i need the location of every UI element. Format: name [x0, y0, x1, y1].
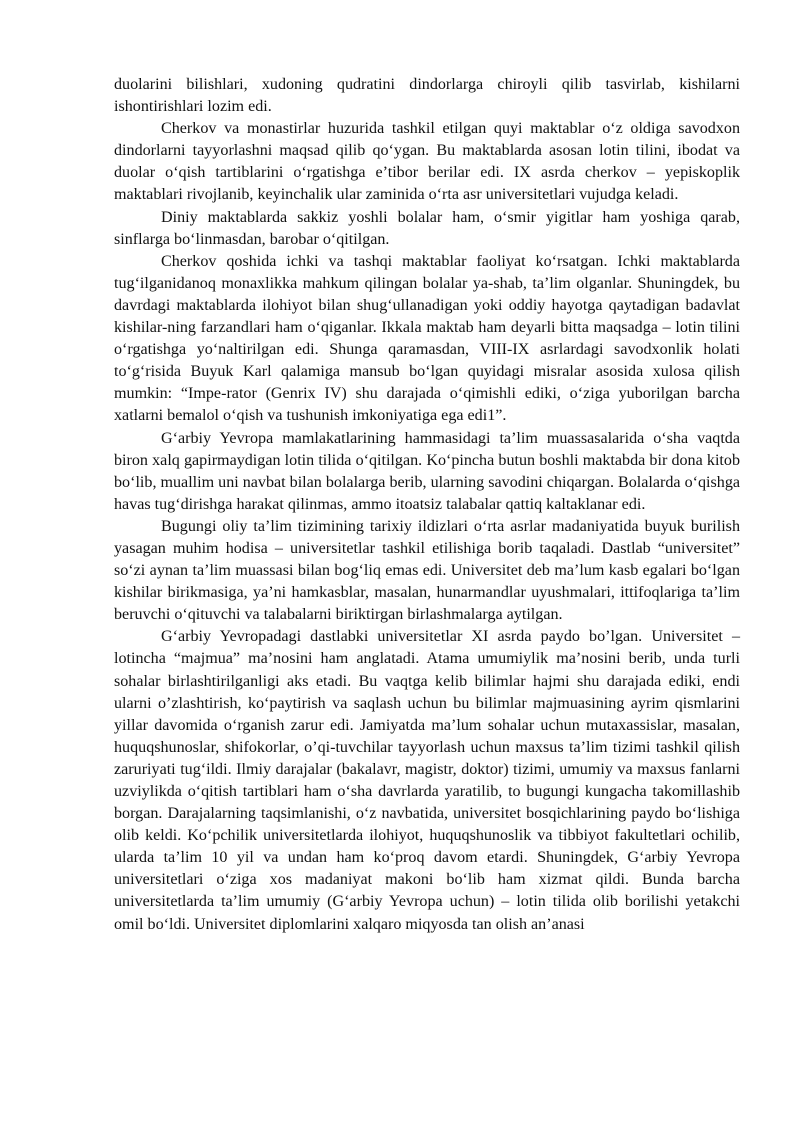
- paragraph-inner-outer-schools: Cherkov qoshida ichki va tashqi maktablar faoliyat ko‘rsatgan. Ichki maktablarda tug‘ilganidanoq monaxlikka mahkum qilingan bolalar ya-shab, ta’lim olganlar. Shuningdek, bu davrdagi maktablarda ilohiyot bilan shug‘ullanadigan yoki oddiy hayotga qaytadigan badavlat kishilar-ning farzandlari ham o‘qiganlar. Ikkala maktab ham deyarli bitta maqsadga – lotin tilini o‘rgatishga yo‘naltirilgan edi. Shunga qaramasdan, VIII-IX asrlardagi savodxonlik holati to‘g‘risida Buyuk Karl qalamiga mansub bo‘lgan quyidagi misralar asosida xulosa qilish mumkin: “Impe-rator (Genrix IV) shu darajada o‘qimishli ediki, o‘ziga yuborilgan barcha xatlarni bemalol o‘qish va tushunish imkoniyatiga ega edi1”.: [114, 252, 740, 425]
- paragraph-first-universities: G‘arbiy Yevropadagi dastlabki universitetlar XI asrda paydo bo’lgan. Universitet – lotincha “majmua” ma’nosini ham anglatadi. Atama umumiylik ma’nosini berib, unda turli sohalar birlashtirilganligi aks etadi. Bu vaqtga kelib bilimlar hajmi shu darajada ediki, endi ularni o’zlashtirish, ko‘paytirish va saqlash uchun bu bilimlar majmuasining ayrim qismlarini yillar davomida o‘rganish zarur edi. Jamiyatda ma’lum sohalar uchun mutaxassislar, masalan, huquqshunoslar, shifokorlar, o’qi-tuvchilar tayyorlash uchun maxsus ta’lim tizimi tashkil qilish zaruriyati tug‘ildi. Ilmiy darajalar (bakalavr, magistr, doktor) tizimi, umumiy va maxsus fanlarni uzviylikda o‘qitish tartiblari ham o‘sha davrlarda yaratilib, to bugungi kungacha takomillashib borgan. Darajalarning taqsimlanishi, o‘z navbatida, universitet bosqichlarining paydo bo‘lishiga olib keldi. Ko‘pchilik universitetlarda ilohiyot, huquqshunoslik va tibbiyot fakultetlari ochilib, ularda ta’lim 10 yil va undan ham ko‘proq davom etardi. Shuningdek, G‘arbiy Yevropa universitetlari o‘ziga xos madaniyat makoni bo‘lib ham xizmat qildi. Bunda barcha universitetlarda ta’lim umumiy (G‘arbiy Yevropa uchun) – lotin tilida olib borilishi yetakchi omil bo‘ldi. Universitet diplomlarini xalqaro miqyosda tan olish an’anasi: [114, 628, 740, 933]
- paragraph-latin-teaching: G‘arbiy Yevropa mamlakatlarining hammasidagi ta’lim muassasalarida o‘sha vaqtda biron xalq gapirmaydigan lotin tilida o‘qitilgan. Ko‘pincha butun boshli maktabda bir dona kitob bo‘lib, muallim uni navbat bilan bolalarga berib, ularning savodini chiqargan. Bolalarda o‘qishga havas tug‘dirishga harakat qilinmas, ammo itoatsiz talabalar qattiq kaltaklanar edi.: [114, 429, 741, 513]
- paragraph-continuation: duolarini bilishlari, xudoning qudratini dindorlarga chiroyli qilib tasvirlab, kishilarni ishontirishlari lozim edi.: [114, 76, 740, 116]
- document-page: [114, 74, 740, 936]
- paragraph-religious-schools: Diniy maktablarda sakkiz yoshli bolalar ham, o‘smir yigitlar ham yoshiga qarab, sinflarga bo‘linmasdan, barobar o‘qitilgan.: [114, 208, 740, 248]
- paragraph-higher-education-roots: Bugungi oliy ta’lim tizimining tarixiy ildizlari o‘rta asrlar madaniyatida buyuk burilish yasagan muhim hodisa – universitetlar tashkil etilishiga borib taqaladi. Dastlab “universitet” so‘zi aynan ta’lim muassasi bilan bog‘liq emas edi. Universitet deb ma’lum kasb egalari bo‘lgan kishilar birikmasiga, ya’ni hamkasblar, masalan, hunarmandlar uyushmalari, ittifoqlariga ta’lim beruvchi o‘qituvchi va talabalarni biriktirgan birlashmalarga aytilgan.: [114, 517, 740, 624]
- paragraph-church-schools: Cherkov va monastirlar huzurida tashkil etilgan quyi maktablar o‘z oldiga savodxon dindorlarni tayyorlashni maqsad qilib qo‘ygan. Bu maktablarda asosan lotin tilini, ibodat va duolar o‘qish tartiblarini o‘rgatishga e’tibor berilar edi. IX asrda cherkov – yepiskoplik maktablari rivojlanib, keyinchalik ular zaminida o‘rta asr universitetlari vujudga keladi.: [114, 120, 740, 204]
